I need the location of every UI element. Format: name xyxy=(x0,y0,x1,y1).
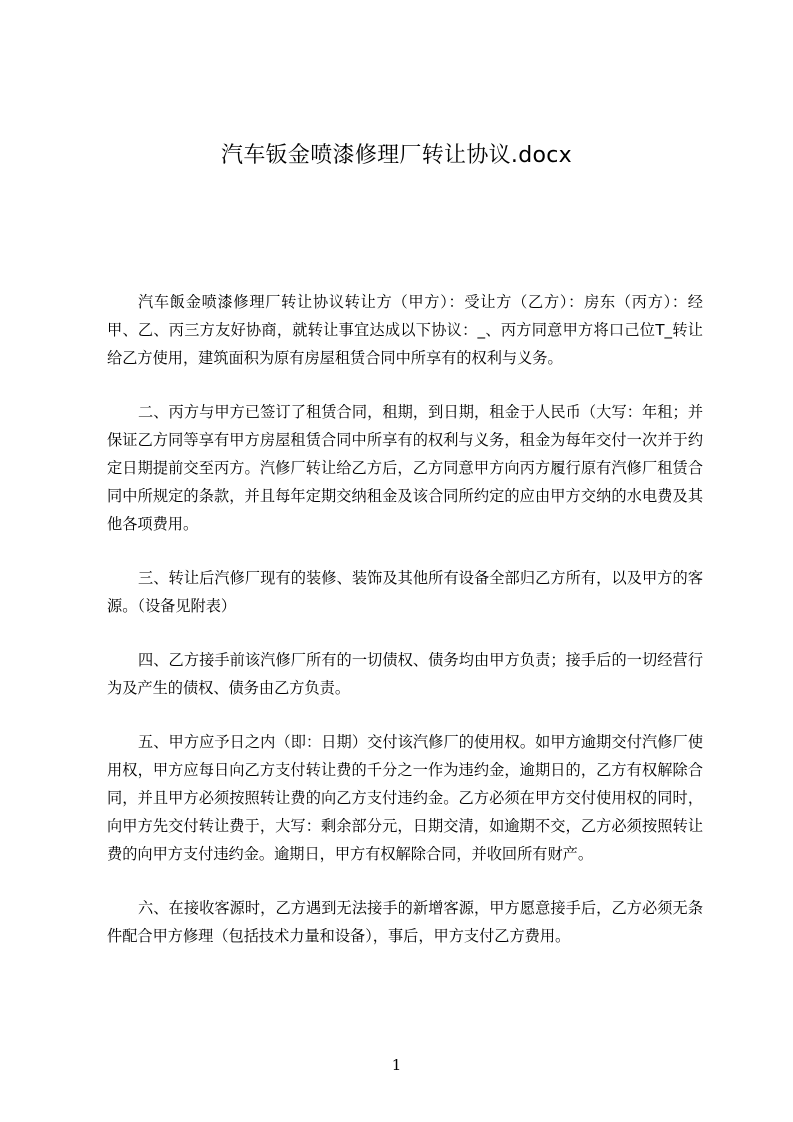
paragraph-clause-6: 六、在接收客源时，乙方遇到无法接手的新增客源，甲方愿意接手后，乙方必须无条件配合甲方修理（包括技术力量和设备），事后，甲方支付乙方费用。 xyxy=(107,899,703,945)
paragraph-clause-2: 二、丙方与甲方已签订了租赁合同，租期，到日期，租金于人民币（大写：年租；并保证乙方同等享有甲方房屋租赁合同中所享有的权利与义务，租金为每年交付一次并于约定日期提前交至丙方。汽修厂转让给乙方后，乙方同意甲方向丙方履行原有汽修厂租赁合同中所规定的条款，并且每年定期交纳租金及该合同所约定的应由甲方交纳的水电费及其他各项费用。 xyxy=(107,403,703,533)
paragraph-clause-4: 四、乙方接手前该汽修厂所有的一切债权、债务均由甲方负责；接手后的一切经营行为及产生的债权、债务由乙方负责。 xyxy=(107,651,703,697)
paragraph-intro: 汽车飯金喷漆修理厂转让协议转让方（甲方）：受让方（乙方）：房东（丙方）：经甲、乙、丙三方友好协商，就转让事宜达成以下协议：_、丙方同意甲方将口己位T_转让给乙方使用，建筑面积为原有房屋租赁合同中所享有的权利与义务。 xyxy=(107,293,703,367)
paragraph-clause-5: 五、甲方应予日之内（即：日期）交付该汽修厂的使用权。如甲方逾期交付汽修厂使用权，甲方应每日向乙方支付转让费的千分之一作为违约金，逾期日的，乙方有权解除合同，并且甲方必须按照转让费的向乙方支付违约金。乙方必须在甲方交付使用权的同时，向甲方先交付转让费于，大写：剩余部分元，日期交清，如逾期不交，乙方必须按照转让费的向甲方支付违约金。逾期日，甲方有权解除合同，并收回所有财产。 xyxy=(107,733,703,863)
paragraph-clause-3: 三、转让后汽修厂现有的装修、装饰及其他所有设备全部归乙方所有，以及甲方的客源。（设备见附表） xyxy=(107,569,703,615)
document-body xyxy=(107,288,703,950)
page-number: 1 xyxy=(391,1056,402,1074)
document-title: 汽车钣金喷漆修理厂转让协议.docx xyxy=(221,143,572,168)
